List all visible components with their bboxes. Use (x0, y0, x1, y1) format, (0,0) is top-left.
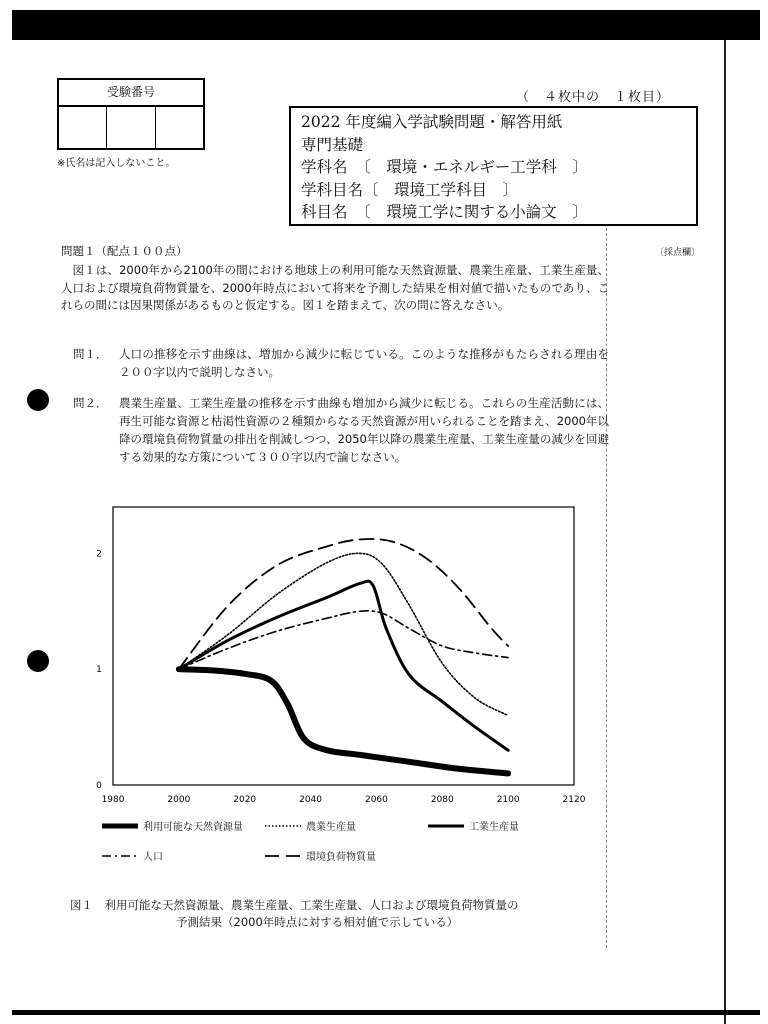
department-line: 学科名 〔 環境・エネルギー工学科 〕 (301, 158, 588, 176)
exam-title: 2022 年度編入学試験問題・解答用紙 (301, 113, 563, 131)
y-tick-label: 2 (96, 549, 102, 560)
legend-item (100, 818, 243, 833)
legend-label: 工業生産量 (469, 822, 519, 833)
x-tick-label: 2100 (496, 795, 520, 805)
legend-swatch (100, 851, 140, 861)
legend-swatch (263, 821, 303, 831)
scoring-column-label: 〔採点欄〕 (655, 248, 701, 258)
y-tick-label: 1 (96, 665, 102, 676)
legend-swatch (263, 851, 303, 861)
question-2-text: 農業生産量、工業生産量の推移を示す曲線も増加から減少に転じる。これらの生産活動には、再生可能な資源と枯渇性資源の２種類からなる天然資源が用いられることを踏まえ、2000年以降の環境負荷物質量の排出を削減しつつ、2050年以降の農業生産量、工業生産量の減少を回避する効果的な方策について３００字以内で論じなさい。 (119, 396, 609, 464)
question-1-text: 人口の推移を示す曲線は、増加から減少に転じている。このような推移がもたらされる理由を２００字以内で説明しなさい。 (119, 347, 609, 379)
legend-item (263, 818, 356, 833)
legend-label: 農業生産量 (306, 822, 356, 833)
name-note: ※氏名は記入しないこと。 (57, 158, 176, 169)
question-1-label: 問１． (73, 347, 108, 361)
x-tick-label: 2000 (167, 795, 191, 805)
figure-caption (70, 897, 610, 931)
page-indicator: （ ４枚中の １枚目） (516, 90, 671, 105)
x-tick-label: 1980 (101, 795, 125, 805)
exam-category: 専門基礎 (301, 135, 364, 154)
exam-number-label: 受験番号 (59, 80, 203, 107)
legend-item (100, 848, 163, 863)
series-line-1 (179, 553, 508, 715)
x-tick-label: 2080 (430, 795, 454, 805)
legend-item (426, 818, 519, 833)
legend-swatch (100, 821, 140, 831)
problem-intro: 図１は、2000年から2100年の間における地球上の利用可能な天然資源量、農業生産量、工業生産量、人口および環境負荷物質量を、2000年時点において将来を予測した結果を相対値で描いたものであり、これらの間には因果関係があるものと仮定する。図１を踏まえて、次の問に答えなさい。 (61, 263, 609, 312)
legend-label: 利用可能な天然資源量 (143, 822, 243, 833)
y-tick-label: 0 (96, 781, 102, 791)
course-line: 学科目名〔 環境工学科目 〕 (301, 180, 519, 199)
plot-frame (113, 507, 574, 785)
question-2-label: 問２． (73, 396, 108, 410)
x-tick-label: 2120 (562, 795, 586, 805)
series-line-0 (179, 669, 508, 773)
legend-label: 人口 (143, 852, 163, 863)
legend-label: 環境負荷物質量 (306, 852, 376, 863)
series-line-2 (179, 581, 508, 750)
x-tick-label: 2020 (233, 795, 257, 805)
figure-caption-line-1: 図１ 利用可能な天然資源量、農業生産量、工業生産量、人口および環境負荷物質量の (70, 898, 519, 912)
legend-swatch (426, 821, 466, 831)
x-tick-label: 2060 (364, 795, 388, 805)
legend-item (263, 848, 376, 863)
problem-heading: 問題１（配点１００点） (61, 244, 188, 258)
figure-caption-line-2: 予測結果（2000年時点に対する相対値で示している） (176, 915, 459, 929)
x-tick-label: 2040 (299, 795, 323, 805)
subject-line: 科目名 〔 環境工学に関する小論文 〕 (301, 203, 588, 221)
